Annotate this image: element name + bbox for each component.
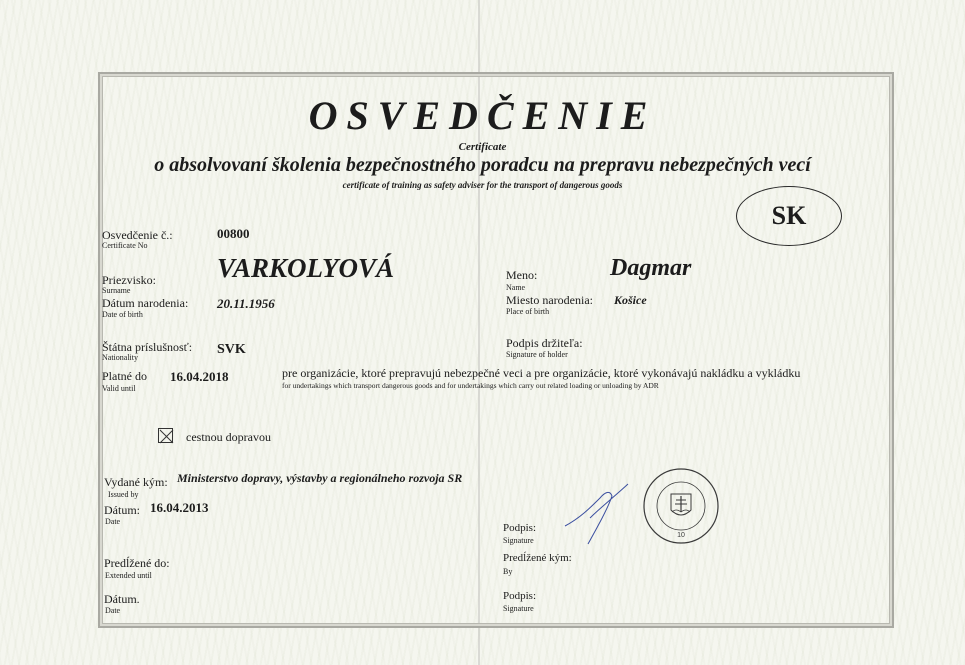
certificate-subtitle: o absolvovaní školenia bezpečnostného poradcu na prepravu nebezpečných vecí	[154, 154, 811, 176]
checkbox-cross-icon	[159, 429, 174, 444]
extension-signature-label: Podpis:	[503, 590, 537, 602]
issued-by-label: Vydané kým:	[104, 475, 168, 489]
scope-text: pre organizácie, ktoré prepravujú nebezpečné veci a pre organizácie, ktoré vykonávajú nakládku a vykládku	[282, 366, 801, 380]
name-label-en: Name	[506, 283, 526, 292]
official-seal-icon	[641, 466, 721, 546]
extended-until-label-en: Extended until	[105, 571, 152, 580]
issued-by-label-en: Issued by	[108, 490, 139, 499]
nationality-label: Štátna príslušnosť:	[102, 340, 193, 354]
certificate-no-label: Osvedčenie č.:	[102, 228, 173, 242]
extension-date-label-en: Date	[105, 606, 121, 615]
handwritten-signature	[560, 478, 640, 548]
certificate-title: OSVEDČENIE	[308, 93, 657, 138]
certificate-no-value: 00800	[217, 226, 250, 241]
surname-value: VARKOLYOVÁ	[217, 253, 395, 283]
extended-by-label-en: By	[503, 567, 513, 576]
country-code-oval: SK	[736, 186, 842, 246]
extension-signature-label-en: Signature	[503, 604, 534, 613]
valid-until-label: Platné do	[102, 369, 147, 383]
date-of-birth-label: Dátum narodenia:	[102, 296, 189, 310]
place-of-birth-value: Košice	[614, 293, 647, 307]
place-of-birth-label-en: Place of birth	[506, 307, 550, 316]
seal-number: 10	[677, 532, 685, 539]
issue-signature-label: Podpis:	[503, 522, 537, 534]
surname-label: Priezvisko:	[102, 273, 156, 287]
scope-text-en: for undertakings which transport dangerous goods and for undertakings which carry out related loading or unloading by ADR	[282, 381, 659, 390]
name-value: Dagmar	[610, 255, 692, 281]
surname-label-en: Surname	[102, 286, 131, 295]
certificate-title-en: Certificate	[458, 141, 507, 153]
road-transport-label: cestnou dopravou	[186, 430, 271, 444]
date-of-birth-label-en: Date of birth	[102, 310, 143, 319]
issued-by-value: Ministerstvo dopravy, výstavby a regionálneho rozvoja SR	[177, 471, 463, 485]
issue-signature-label-en: Signature	[503, 536, 534, 545]
issue-date-label-en: Date	[105, 517, 121, 526]
date-of-birth-value: 20.11.1956	[217, 296, 275, 311]
road-transport-checkbox	[158, 428, 173, 443]
issue-date-label: Dátum:	[104, 503, 140, 517]
valid-until-label-en: Valid until	[102, 384, 136, 393]
holder-signature-label-en: Signature of holder	[506, 350, 568, 359]
valid-until-value: 16.04.2018	[170, 369, 229, 384]
extension-date-label: Dátum.	[104, 592, 140, 606]
extended-by-label: Predĺžené kým:	[503, 552, 572, 564]
nationality-value: SVK	[217, 342, 246, 357]
holder-signature-label: Podpis držiteľa:	[506, 336, 583, 350]
place-of-birth-label: Miesto narodenia:	[506, 293, 593, 307]
extended-until-label: Predĺžené do:	[104, 556, 170, 570]
nationality-label-en: Nationality	[102, 353, 138, 362]
certificate-subtitle-en: certificate of training as safety adviser for the transport of dangerous goods	[342, 180, 623, 190]
certificate-no-label-en: Certificate No	[102, 241, 148, 250]
issue-date-value: 16.04.2013	[150, 500, 209, 515]
name-label: Meno:	[506, 268, 538, 282]
